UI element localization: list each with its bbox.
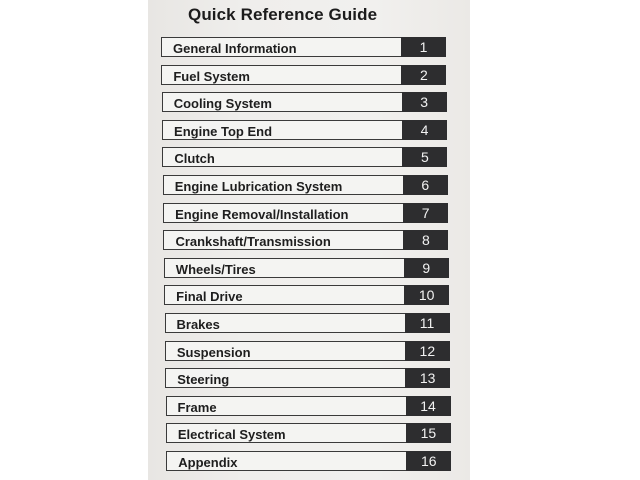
section-number: 5 (420, 149, 429, 165)
section-number-tab (404, 285, 449, 305)
section-number: 14 (420, 398, 436, 414)
section-label-box (166, 423, 406, 443)
section-label-box (164, 285, 404, 305)
section-row[interactable] (166, 423, 451, 443)
section-row[interactable] (162, 120, 447, 140)
section-row[interactable] (165, 368, 450, 388)
section-label: Final Drive (176, 289, 243, 304)
section-row[interactable] (162, 92, 447, 112)
section-label-box (164, 258, 404, 278)
section-number-tab (403, 230, 448, 250)
section-label: Frame (177, 400, 217, 415)
section-number-tab (402, 120, 447, 140)
section-label: Wheels/Tires (175, 262, 256, 277)
section-row[interactable] (165, 341, 450, 361)
section-label-box (166, 396, 406, 416)
page-title: Quick Reference Guide (188, 5, 378, 24)
section-number-tab (402, 92, 447, 112)
section-number: 16 (420, 453, 437, 469)
section-number-tab (403, 203, 448, 223)
section-number: 15 (420, 425, 437, 441)
section-row[interactable] (164, 258, 449, 278)
section-label: Engine Removal/Installation (175, 207, 349, 222)
section-row[interactable] (163, 175, 448, 195)
section-number-tab (404, 258, 449, 278)
section-number-tab (401, 37, 446, 57)
section-number-tab (406, 423, 451, 443)
section-label: Fuel System (173, 69, 250, 84)
section-label: Brakes (176, 317, 220, 332)
section-number-tab (406, 451, 451, 471)
section-number-tab (405, 341, 450, 361)
section-number: 2 (419, 67, 428, 83)
section-label-box (165, 368, 405, 388)
section-label: Suspension (176, 345, 251, 360)
section-label: Electrical System (177, 427, 286, 442)
section-label-box (161, 65, 401, 85)
section-number: 11 (419, 315, 435, 331)
section-number: 10 (418, 287, 435, 303)
section-label: Steering (177, 372, 230, 387)
section-number: 4 (420, 122, 429, 138)
section-number: 12 (419, 343, 436, 359)
section-row[interactable] (164, 285, 449, 305)
section-label-box (162, 147, 402, 167)
section-label-box (162, 120, 402, 140)
section-number: 13 (419, 370, 436, 386)
section-number: 6 (421, 177, 430, 193)
section-label: General Information (173, 41, 297, 56)
section-label: Crankshaft/Transmission (175, 234, 331, 249)
section-number: 7 (421, 205, 430, 221)
section-number-tab (401, 65, 446, 85)
section-label: Cooling System (173, 96, 272, 111)
section-row[interactable] (163, 203, 448, 223)
section-row[interactable] (165, 313, 450, 333)
section-label-box (163, 175, 403, 195)
section-label: Engine Lubrication System (174, 179, 343, 194)
section-number: 9 (422, 260, 431, 276)
section-row[interactable] (166, 451, 451, 471)
section-row[interactable] (161, 37, 446, 57)
section-label: Clutch (174, 151, 215, 166)
section-number: 1 (419, 39, 428, 55)
section-label-box (165, 313, 405, 333)
section-number: 3 (420, 94, 429, 110)
section-label-box (165, 341, 405, 361)
section-number: 8 (422, 232, 430, 248)
section-label-box (163, 230, 403, 250)
section-label-box (161, 37, 401, 57)
section-row[interactable] (166, 396, 451, 416)
section-row[interactable] (162, 147, 447, 167)
section-label: Engine Top End (174, 124, 273, 139)
section-number-tab (403, 175, 448, 195)
section-row[interactable] (163, 230, 448, 250)
section-number-tab (405, 313, 450, 333)
section-label-box (166, 451, 406, 471)
section-number-tab (405, 368, 450, 388)
section-number-tab (402, 147, 447, 167)
section-row[interactable] (161, 65, 446, 85)
section-number-tab (406, 396, 451, 416)
section-label-box (162, 92, 402, 112)
section-label: Appendix (178, 455, 238, 470)
section-label-box (163, 203, 403, 223)
